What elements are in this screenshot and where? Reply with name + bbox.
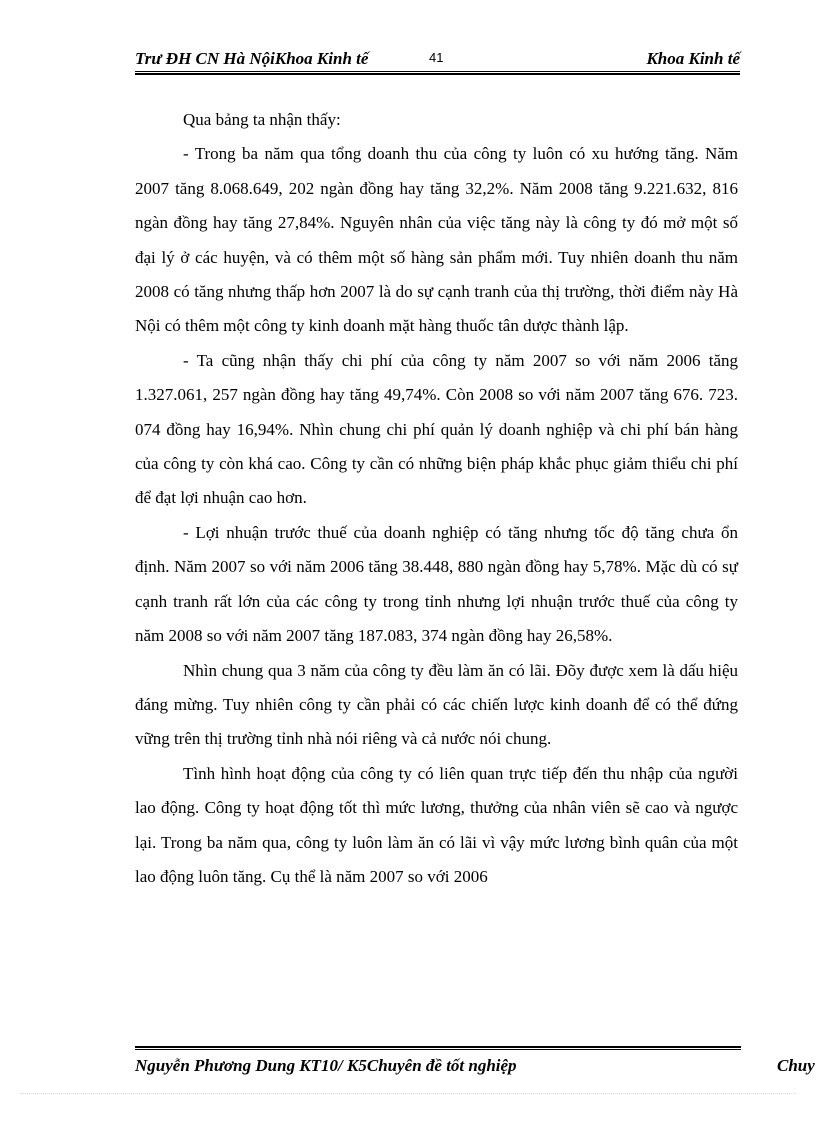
page-number: 41: [429, 50, 444, 65]
page-header: [135, 47, 740, 73]
footer-rule: [135, 1046, 741, 1050]
paragraph-income: Tình hình hoạt động của công ty có liên quan trực tiếp đến thu nhập của người lao động. Công ty hoạt động tốt thì mức lương, thưởng của nhân viên sẽ cao và ngược lại. Trong ba năm qua, công ty luôn làm ăn có lãi vì vậy mức lương bình quân của một lao động luôn tăng. Cụ thể là năm 2007 so với 2006: [135, 763, 738, 886]
header-rule: [135, 71, 740, 75]
footer-author: Nguyễn Phương Dung KT10/ K5Chuyên đề tốt nghiệp: [135, 1056, 517, 1075]
paragraph-costs: - Ta cũng nhận thấy chi phí của công ty năm 2007 so với năm 2006 tăng 1.327.061, 257 ngàn đồng hay tăng 49,74%. Còn 2008 so với năm 2007 tăng 676. 723. 074 đồng hay 16,94%. Nhìn chung chi phí quản lý doanh nghiệp và chi phí bán hàng của công ty còn khá cao. Công ty cần có những biện pháp khắc phục giảm thiểu chi phí để đạt lợi nhuận cao hơn.: [135, 350, 738, 508]
page-bottom-divider: [20, 1093, 796, 1094]
header-department: Khoa Kinh tế: [646, 49, 740, 68]
paragraph-revenue: - Trong ba năm qua tổng doanh thu của công ty luôn có xu hướng tăng. Năm 2007 tăng 8.068.649, 202 ngàn đồng hay tăng 32,2%. Năm 2008 tăng 9.221.632, 816 ngàn đồng hay tăng 27,84%. Nguyên nhân của việc tăng này là công ty đó mở một số đại lý ở các huyện, và có thêm một số hàng sản phẩm mới. Tuy nhiên doanh thu năm 2008 có tăng nhưng thấp hơn 2007 là do sự cạnh tranh của thị trường, thời điểm này Hà Nội có thêm một công ty kinh doanh mặt hàng thuốc tân dược thành lập.: [135, 144, 738, 336]
header-institution: Trư ĐH CN Hà NộiKhoa Kinh tế: [135, 49, 369, 68]
document-body: [135, 103, 738, 894]
footer-title-cut: Chuy: [777, 1056, 815, 1075]
paragraph-intro: Qua bảng ta nhận thấy:: [183, 110, 341, 129]
paragraph-profit: - Lợi nhuận trước thuế của doanh nghiệp có tăng nhưng tốc độ tăng chưa ổn định. Năm 2007 so với năm 2006 tăng 38.448, 880 ngàn đồng hay 5,78%. Mặc dù có sự cạnh tranh rất lớn của các công ty trong tỉnh nhưng lợi nhuận trước thuế của công ty năm 2008 so với năm 2007 tăng 187.083, 374 ngàn đồng hay 26,58%.: [135, 522, 738, 646]
paragraph-summary: Nhìn chung qua 3 năm của công ty đều làm ăn có lãi. Đõy được xem là dấu hiệu đáng mừng. Tuy nhiên công ty cần phải có các chiến lược kinh doanh để có thể đứng vững trên thị trường tỉnh nhà nói riêng và cả nước nói chung.: [135, 660, 738, 749]
